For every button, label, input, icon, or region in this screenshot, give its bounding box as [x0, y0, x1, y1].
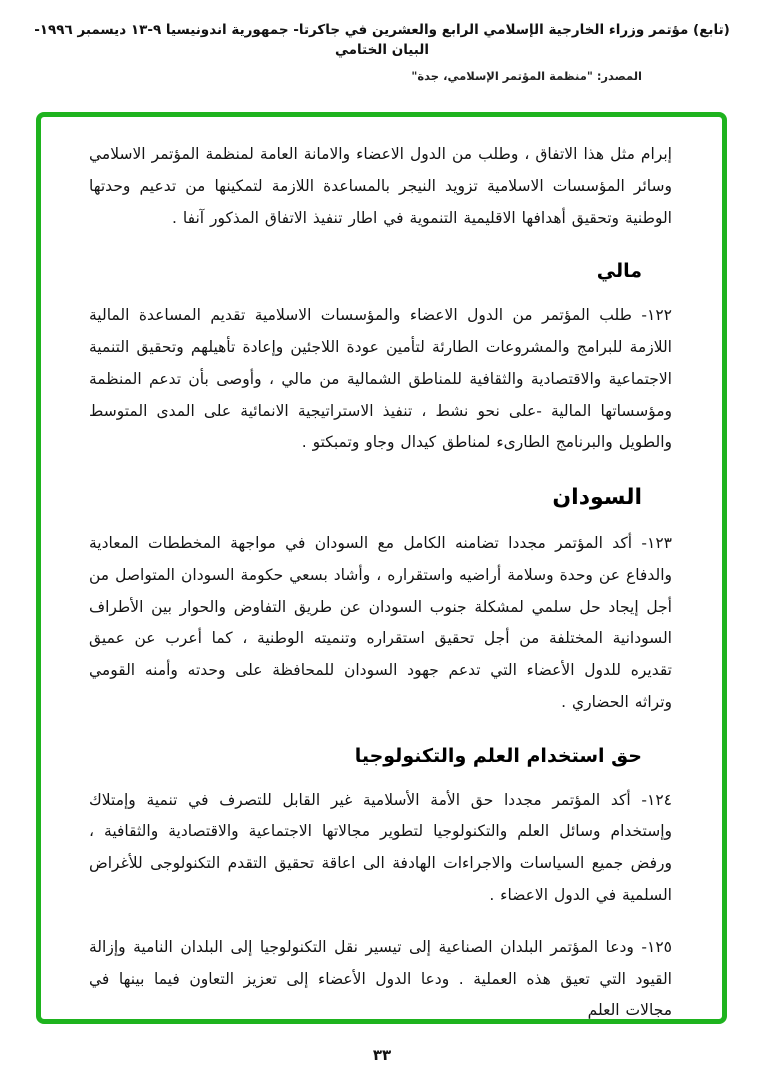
paragraph-124: ١٢٤- أكد المؤتمر مجددا حق الأمة الأسلامية غير القابل للتصرف في تنمية وإمتلاك وإستخدام وسائل العلم والتكنولوجيا لتطوير مجالاتها الاجتماعية والاقتصادية والثقافية ، ورفض جميع السياسات والاجراءات الهادفة الى اعاقة تحقيق التقدم التكنولوجى للأغراض السلمية في الدول الاعضاء .	[89, 790, 672, 905]
header-source: المصدر: "منظمة المؤتمر الإسلامي، جدة"	[411, 68, 642, 83]
section-heading-science-technology: حق استخدام العلم والتكنولوجيا	[354, 744, 642, 767]
document-header	[0, 0, 764, 83]
content-frame	[36, 112, 727, 1024]
paragraph-intro: إبرام مثل هذا الاتفاق ، وطلب من الدول الاعضاء والامانة العامة لمنظمة المؤتمر الاسلامي وسائر المؤسسات الاسلامية تزويد النيجر بالمساعدة اللازمة لتمكينها من تدعيم وحدتها الوطنية وتحقيق أهدافها الاقليمية التنموية في اطار تنفيذ الاتفاق المذكور آنفا .	[89, 145, 672, 227]
paragraph-123: ١٢٣- أكد المؤتمر مجددا تضامنه الكامل مع السودان في مواجهة المخططات المعادية والدفاع عن وحدة وسلامة أراضيه واستقراره ، وأشاد بسعي حكومة السودان المتواصل من أجل إيجاد حل سلمي لمشكلة جنوب السودان عن طريق التفاوض والحوار بين الأطراف السودانية المختلفة من أجل تحقيق استقراره وتنميته الوطنية ، كما أعرب عن عميق تقديره للدول الأعضاء التي تدعم جهود السودان للمحافظة على وحدته وأمنه القومي وتراثه الحضاري .	[89, 534, 672, 711]
section-heading-sudan: السودان	[552, 485, 642, 511]
page-number: ٣٣	[372, 1046, 392, 1064]
paragraph-122: ١٢٢- طلب المؤتمر من الدول الاعضاء والمؤسسات الاسلامية تقديم المساعدة المالية اللازمة للبرامج والمشروعات الطارئة لتأمين عودة اللاجئين وإعادة تأهيلهم وتحقيق التنمية الاجتماعية والاقتصادية والثقافية للمناطق الشمالية من مالي ، وأوصى بأن تدعم المنظمة ومؤسساتها المالية -على نحو نشط ، تنفيذ الاستراتيجية الانمائية على المدى المتوسط والطويل والبرنامج الطارىء لمناطق كيدال وجاو وتمبكتو .	[89, 306, 672, 452]
header-title: (تابع) مؤتمر وزراء الخارجية الإسلامي الرابع والعشرين في جاكرتا- جمهورية اندونيسيا ٩-١٣ ديسمبر ١٩٩٦-البيان الختامي	[34, 22, 730, 59]
paragraph-125: ١٢٥- ودعا المؤتمر البلدان الصناعية إلى تيسير نقل التكنولوجيا إلى البلدان النامية وإزالة القيود التي تعيق هذه العملية . ودعا الدول الأعضاء إلى تعزيز التعاون فيما بينها في مجالات العلم	[89, 937, 672, 1020]
page-footer	[0, 1045, 764, 1064]
section-heading-mali: مالي	[596, 260, 642, 283]
